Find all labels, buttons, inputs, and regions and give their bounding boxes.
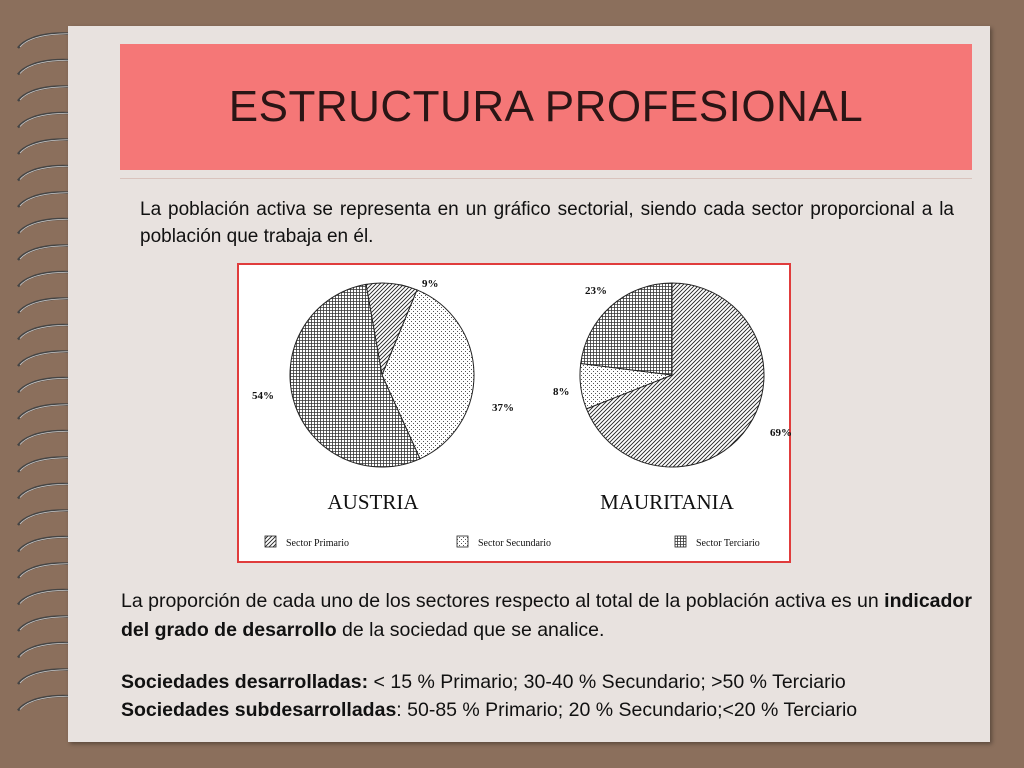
development-criteria [121,668,991,724]
underdeveloped-text: : 50-85 % Primario; 20 % Secundario;<20 % Terciario [396,699,858,721]
paragraph-text-2: de la sociedad que se analice. [336,619,605,641]
legend-swatch [675,536,686,547]
pie-value-label: 23% [585,285,607,297]
underdeveloped-label: Sociedades subdesarrolladas [121,699,397,721]
pie-value-label: 8% [553,386,570,398]
underdeveloped-line [121,696,991,724]
paragraph-text-1: La proporción de cada uno de los sectores respecto al total de la población activa es un [121,590,885,612]
developed-text: < 15 % Primario; 30-40 % Secundario; >50 % Terciario [368,671,846,693]
pie-value-label: 69% [770,427,792,439]
title-banner [120,44,972,170]
intro-text: La población activa se representa en un gráfico sectorial, siendo cada sector proporcional a la población que trabaja en él. [140,199,954,247]
pie-value-label: 54% [252,390,274,402]
legend-swatch [457,536,468,547]
proportion-paragraph [121,587,991,645]
legend-swatch [265,536,276,547]
pie-chart-title: AUSTRIA [327,490,419,514]
notebook-page [68,26,990,742]
pie-value-label: 9% [422,278,439,290]
legend-label: Sector Primario [286,538,350,549]
legend-label: Sector Secundario [478,538,552,549]
pie-chart-title: MAURITANIA [600,490,734,514]
developed-label: Sociedades desarrolladas: [121,671,369,693]
pie-value-label: 37% [492,402,514,414]
legend-label: Sector Terciario [696,538,760,549]
paragraph-bold: indicador del grado de desarrollo [121,590,972,641]
title-divider [120,178,972,179]
pie-charts-figure [237,263,791,563]
page-title: ESTRUCTURA PROFESIONAL [228,82,864,131]
developed-line [121,668,991,696]
